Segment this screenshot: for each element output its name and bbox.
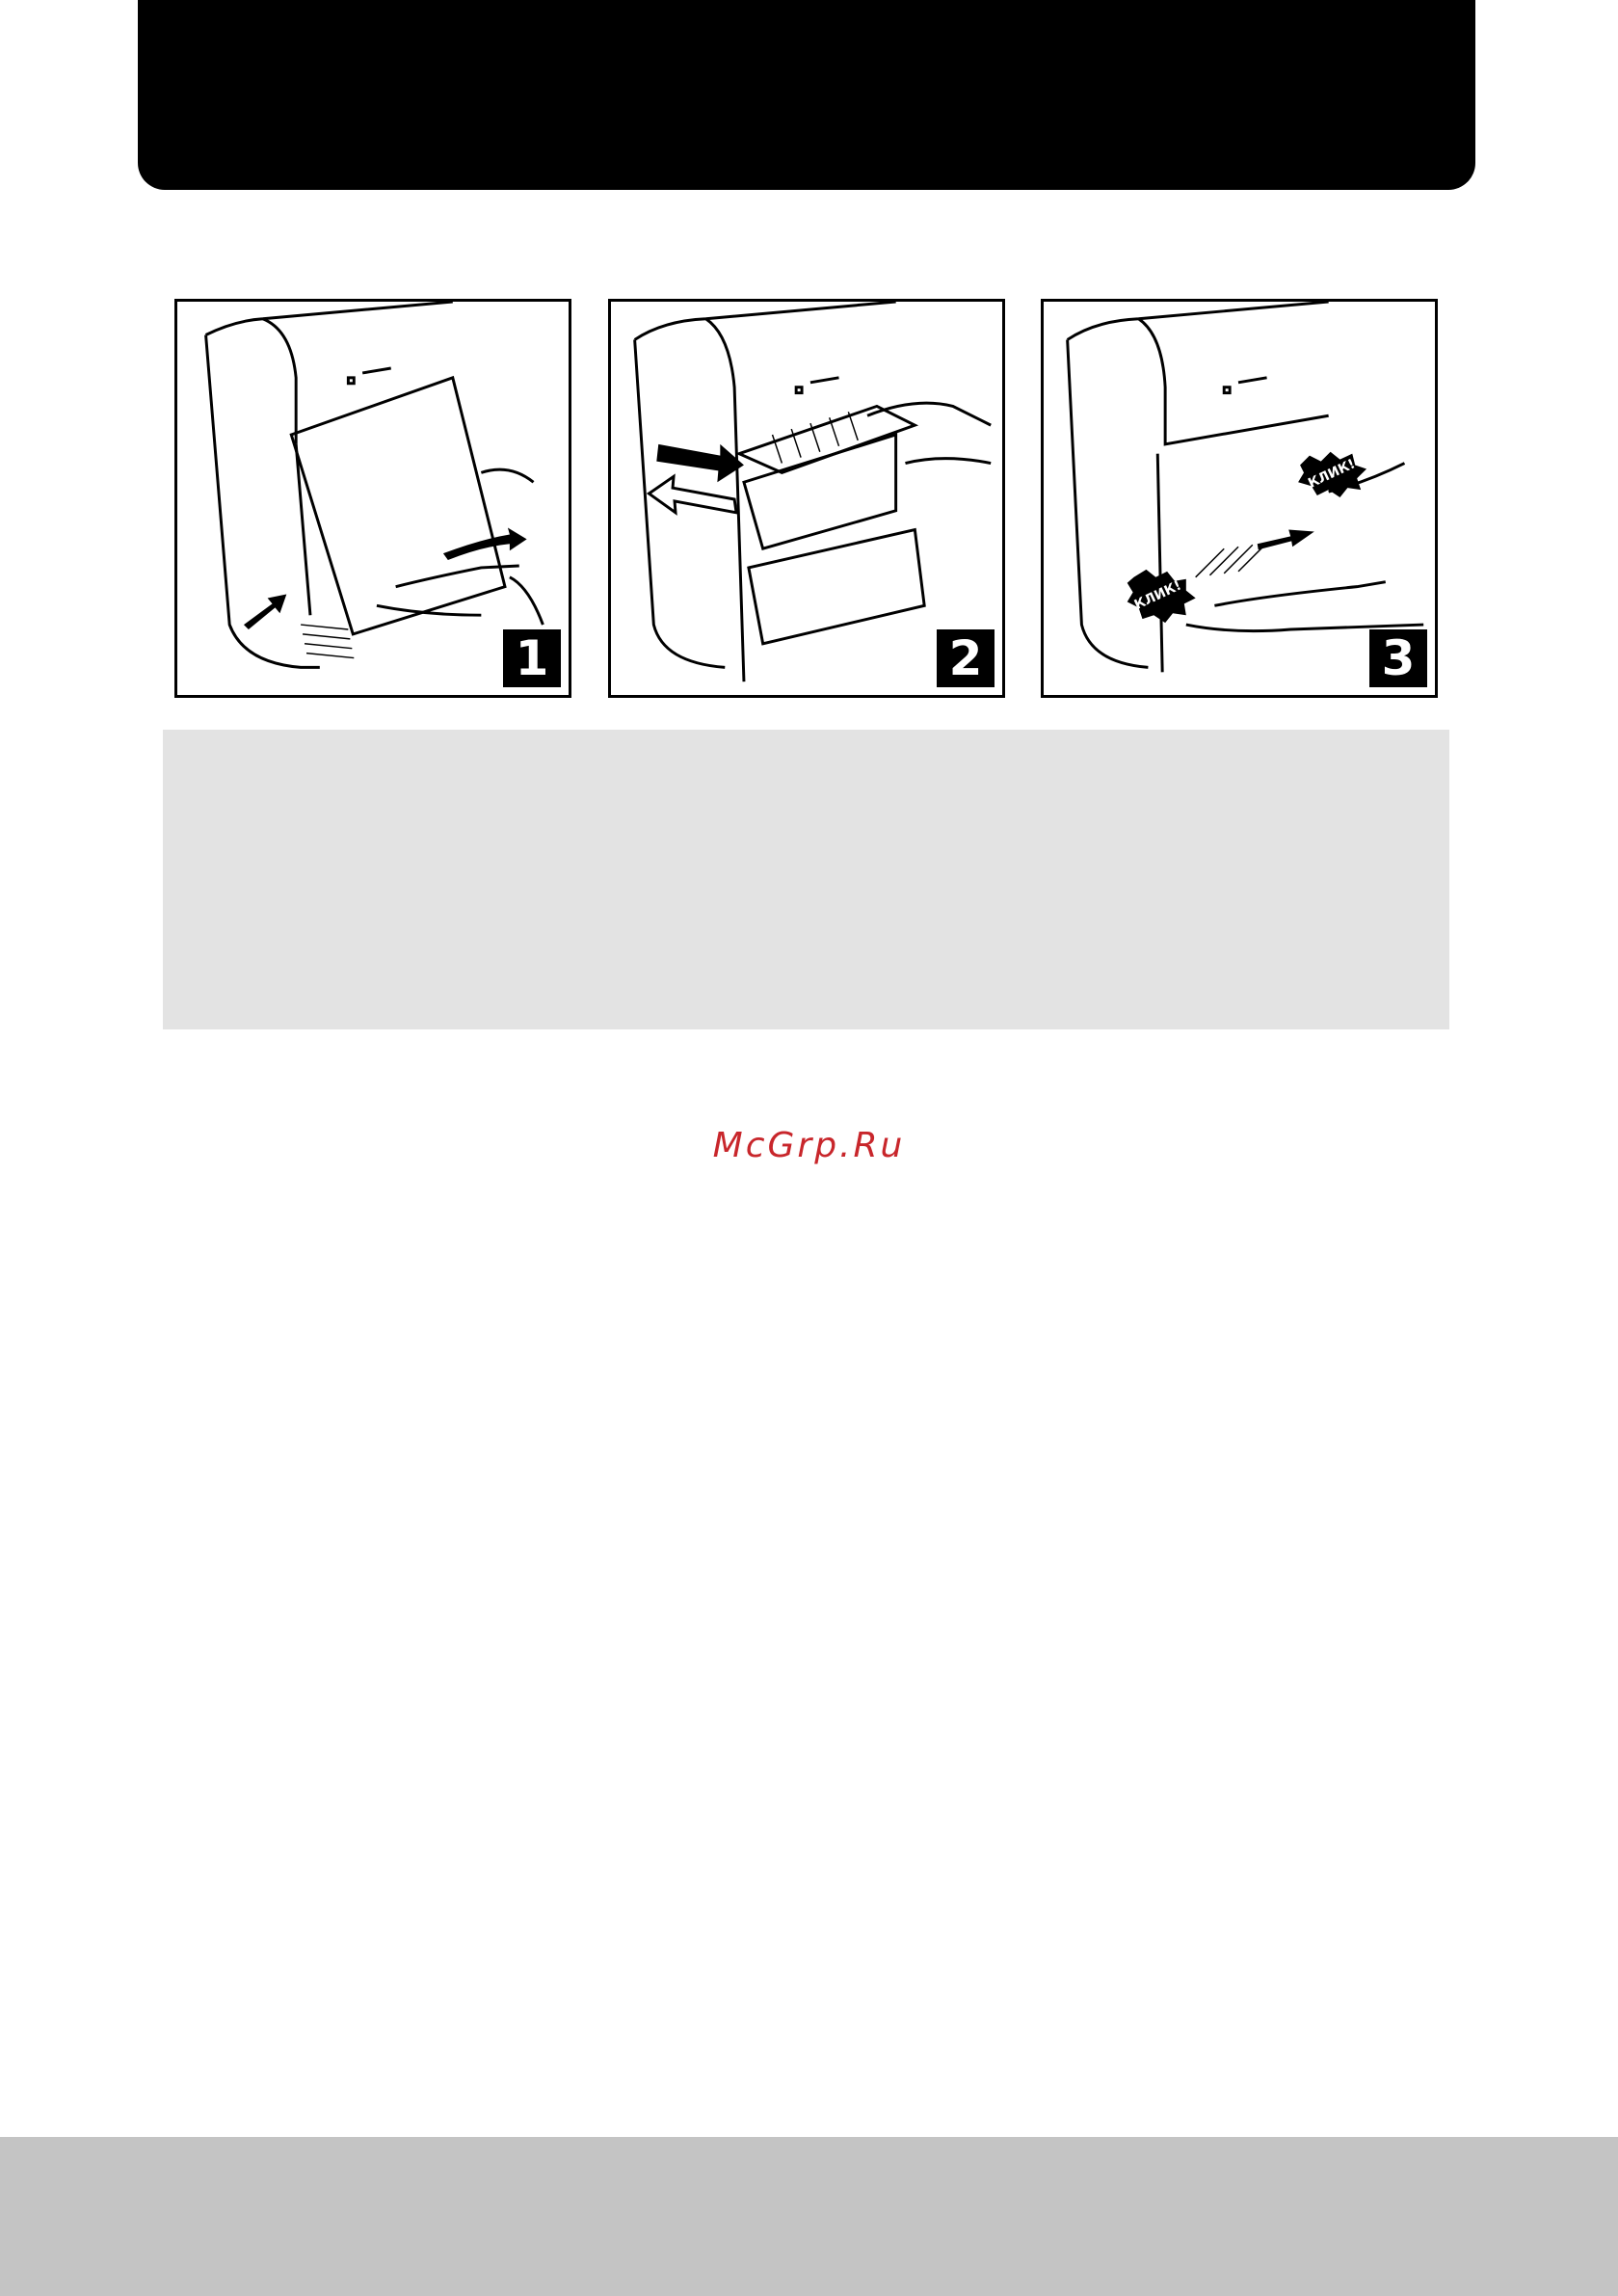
step-number-badge: 1 xyxy=(503,629,561,687)
step-number-badge: 2 xyxy=(937,629,995,687)
click-label-bottom: КЛИК! xyxy=(1131,577,1184,614)
step-3-illustration xyxy=(1041,299,1438,698)
footer-bar xyxy=(0,2137,1618,2296)
info-box xyxy=(163,730,1449,1029)
header-bar xyxy=(138,0,1475,190)
step-1-illustration xyxy=(174,299,571,698)
step-number-badge: 3 xyxy=(1369,629,1427,687)
watermark-text: McGrp.Ru xyxy=(712,1126,906,1165)
step-2-illustration xyxy=(608,299,1005,698)
click-label-top: КЛИК! xyxy=(1306,456,1358,492)
